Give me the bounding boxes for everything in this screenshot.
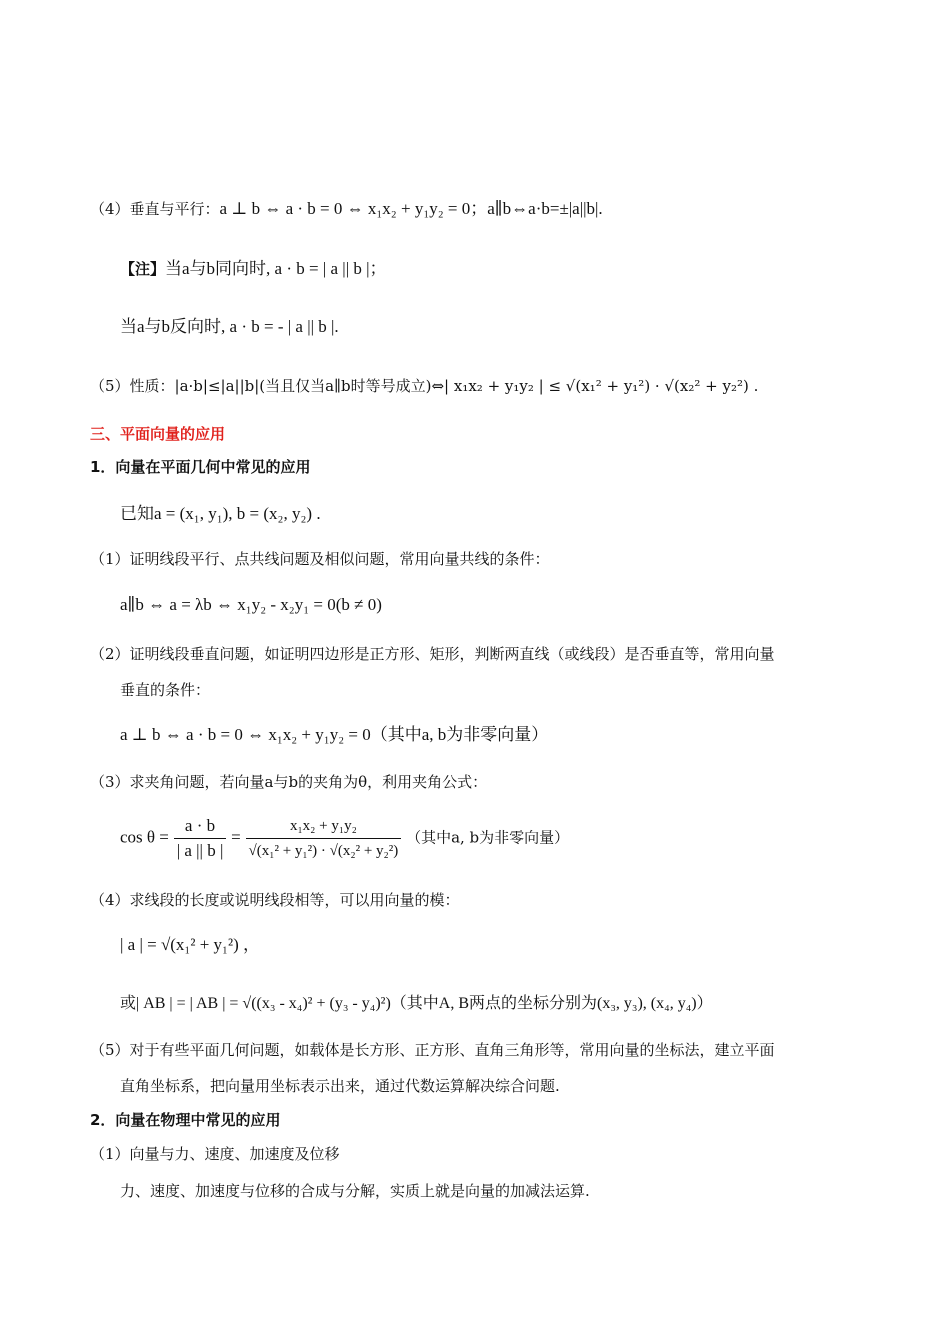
item-1-parallel: （1）证明线段平行、点共线问题及相似问题，常用向量共线的条件：: [90, 550, 550, 568]
item-2-perpendicular: （2）证明线段垂直问题，如证明四边形是正方形、矩形，判断两直线（或线段）是否垂直等，常用向量: [90, 645, 775, 663]
subsection-2-title: 2．向量在物理中常见的应用: [90, 1111, 281, 1129]
section-5-property: （5）性质：|a·b|≤|a||b|(当且仅当a∥b时等号成立)⇔| x₁x₂ + y₁y₂ | ≤ √(x₁² + y₁²) · √(x₂² + y₂²) .: [90, 377, 759, 395]
item-2-continued: 垂直的条件：: [120, 681, 211, 699]
note-tag: 【注】: [120, 260, 166, 278]
fraction-coordinates: $\frac{\text{x₁x₂ + y₁y₂}}{\text{√(x₁² + y₁²) · √(x₂² + y₂²)}}$: [246, 814, 402, 863]
formula-collinear: a∥b ⇔ a = λb ⇔ x₁y₂ - x₂y₁ = 0(b ≠ 0): [120, 595, 382, 614]
physics-item-1: （1）向量与力、速度、加速度及位移: [90, 1145, 340, 1163]
formula-perpendicular-parallel: a ⊥ b ⇔ a · b = 0 ⇔ x₁x₂ + y₁y₂ = 0；a∥b⇔a·b=±|a||b|.: [219, 199, 603, 218]
note-same-direction: 【注】当a与b同向时, a · b = | a || b |；: [120, 259, 387, 278]
section-4-perpendicular-parallel: （4）垂直与平行：a ⊥ b ⇔ a · b = 0 ⇔ x₁x₂ + y₁y₂ = 0；a∥b⇔a·b=±|a||b|.: [90, 199, 603, 218]
fraction-dot-over-norms: $\frac{a \cdot b}{| a || b |}$: [174, 814, 227, 863]
note-opposite-direction: 当a与b反向时, a · b = - | a || b |.: [120, 317, 339, 336]
subsection-1-title: 1．向量在平面几何中常见的应用: [90, 458, 311, 476]
formula-modulus: | a | = √(x₁² + y₁²) ，: [120, 935, 260, 954]
section-3-title: 三、平面向量的应用: [90, 425, 226, 443]
given-vectors: 已知a = (x₁, y₁), b = (x₂, y₂) .: [120, 504, 321, 523]
item-4-length: （4）求线段的长度或说明线段相等，可以用向量的模：: [90, 891, 460, 909]
item-5-continued: 直角坐标系，把向量用坐标表示出来，通过代数运算解决综合问题.: [120, 1077, 560, 1095]
formula-angle: cos θ = $\frac{a \cdot b}{| a || b |}$ = $\frac{\text{x₁x₂ + y₁y₂}}{\text{√(x₁² + y₁²) · √(x₂² + y₂²)}}$ （其中a, b为非零向量）: [120, 814, 569, 863]
item-5-coordinate-method: （5）对于有些平面几何问题，如载体是长方形、正方形、直角三角形等，常用向量的坐标法，建立平面: [90, 1041, 775, 1059]
formula-distance: 或| AB | = | AB | = √((x₃ - x₄)² + (y₃ - y₄)²)（其中A, B两点的坐标分别为(x₃, y₃), (x₄, y₄)）: [120, 995, 713, 1012]
item-3-angle: （3）求夹角问题，若向量a与b的夹角为θ，利用夹角公式：: [90, 773, 488, 791]
physics-item-1-detail: 力、速度、加速度与位移的合成与分解，实质上就是向量的加减法运算.: [120, 1182, 590, 1200]
formula-perpendicular: a ⊥ b ⇔ a · b = 0 ⇔ x₁x₂ + y₁y₂ = 0（其中a, b为非零向量）: [120, 725, 549, 744]
